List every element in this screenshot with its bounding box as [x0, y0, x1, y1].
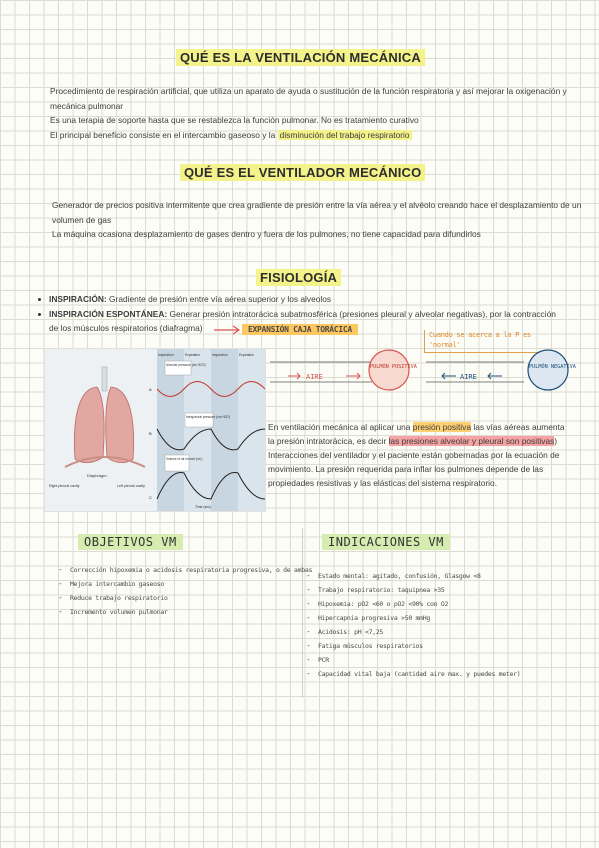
section1-highlight: disminución del trabajo respiratorio: [279, 129, 410, 140]
indicacion-item-8: - Capacidad vital baja (cantidad aire max. y puedes meter): [306, 670, 576, 684]
expansion-label: EXPANSIÓN CAJA TORÁCICA: [242, 324, 358, 335]
indicaciones-title: INDICACIONES VM: [322, 534, 450, 550]
vent-prefix: En ventilación mecánica al aplicar una: [268, 422, 413, 432]
bullet-inspiracion: [38, 292, 578, 307]
bullet-inspiracion-espontanea: [38, 307, 578, 322]
pressure-flow-diagram: [262, 348, 592, 396]
objetivos-title: OBJETIVOS VM: [78, 534, 183, 550]
section1-line-4: [50, 128, 580, 143]
volume-label: Volume of air moved (mL): [166, 457, 203, 461]
bullet-dot-icon: [38, 313, 41, 316]
esp-label: INSPIRACIÓN ESPONTÁNEA:: [49, 308, 168, 319]
header-label-2: Expiration: [185, 353, 201, 357]
vent-line-1: [268, 420, 590, 434]
alveolar-label: Alveolar pressure (cm H2O): [166, 363, 206, 367]
aire-left-label: AIRE: [306, 373, 323, 381]
indicaciones-list: [306, 572, 576, 684]
header-label-3: Inspiration: [212, 353, 228, 357]
time-label: Time (sec): [195, 505, 211, 509]
indicacion-item-4: - Hipercapnia progresiva >50 mmHg: [306, 614, 576, 628]
insp-text: Gradiente de presión entre vía aérea superior y los alveolos: [106, 294, 332, 304]
section2-line-1: Generador de precios positiva intermitente que crea gradiente de presión entre la vía aérea y el alvéolo creando hace el desplazamiento de un: [52, 200, 582, 210]
section3-title-text: FISIOLOGÍA: [256, 269, 341, 286]
objetivo-item-1: - Corrección hipoxemia o acidosis respiratoria progresiva, o de ambas: [58, 566, 294, 580]
section2-body: [52, 198, 582, 242]
section2-title: [180, 165, 425, 180]
vent-line-4: movimiento. La presión requerida para inflar los pulmones depende de las: [268, 464, 544, 474]
bullet-dot-icon: [38, 298, 41, 301]
pulmon-negativa-label: PULMÓN NEGATIVA: [529, 364, 576, 370]
indicacion-item-1: - Estado mental: agitado, confusión, Glasgow <8: [306, 572, 576, 586]
intrapleural-label: Intrapleural pressure (cm H2O): [186, 415, 230, 419]
diaphragm-label: Diaphragm: [87, 473, 107, 478]
vent-line2-prefix: la presión intratorácica, es decir: [268, 436, 389, 446]
pulmon-positiva-circle: [369, 350, 409, 390]
indicacion-item-6: - Fatiga músculos respiratorios: [306, 642, 576, 656]
left-cavity-label: Left pleural cavity: [117, 484, 145, 488]
section1-title-text: QUÉ ES LA VENTILACIÓN MECÁNICA: [176, 49, 425, 66]
pressure-note: Cuando se acerca a la P es 'normal': [424, 330, 539, 353]
tick-a: A: [149, 387, 152, 392]
objetivos-list: [58, 566, 313, 622]
vent-line2-suffix: ): [554, 436, 558, 446]
header-label-4: Expiration: [239, 353, 255, 357]
tick-c: C: [149, 495, 152, 500]
pulmon-positiva-label: PULMÓN POSITIVA: [370, 364, 417, 370]
indicacion-item-3: - Hipoxemia: pO2 <60 o pO2 <90% con O2: [306, 600, 576, 614]
section1-line-1: Procedimiento de respiración artificial, que utiliza un aparato de ayuda o sustitución de la función respiratoria y así mejorar la oxigenación y: [50, 86, 567, 96]
section1-line-3: Es una terapia de soporte hasta que se restablezca la función pulmonar. No es tratamiento curativo: [50, 115, 419, 125]
section1-line-4-prefix: El principal beneficio consiste en el intercambio gaseoso y la: [50, 129, 278, 140]
column-divider: [302, 528, 303, 698]
vent-highlight-2: las presiones alveolar y pleural son positivas: [388, 436, 555, 446]
insp-label: INSPIRACIÓN:: [49, 294, 107, 304]
physiology-figure: [44, 348, 266, 512]
section1-body: [50, 84, 580, 142]
esp-text: Generar presión intratorácica subatmosférica (presiones pleural y alveolar negativas), por la contracción: [167, 308, 556, 319]
right-cavity-label: Right pleural cavity: [49, 484, 80, 488]
objetivo-item-4: - Incremento volumen pulmonar: [58, 608, 294, 622]
section2-line-2: volumen de gas: [52, 214, 112, 225]
tick-b: B: [149, 431, 152, 436]
ventilation-paragraph: [268, 420, 590, 490]
section2-line-3: La máquina ocasiona desplazamiento de gases dentro y fuera de los pulmones, no tiene capacidad para difundirlos: [52, 229, 481, 239]
vent-mid: las vías aéreas aumenta: [471, 422, 565, 432]
aire-right-label: AIRE: [460, 373, 477, 381]
indicacion-item-2: - Trabajo respiratorio: taquipnea >35: [306, 586, 576, 600]
objetivo-item-3: - Reduce trabajo respiratorio: [58, 594, 294, 608]
expansion-arrow-icon: [212, 324, 242, 336]
esp-text-2: de los músculos respiratorios (diafragma): [49, 323, 203, 333]
section1-title: [176, 50, 425, 65]
indicacion-item-7: - PCR: [306, 656, 576, 670]
section2-title-text: QUÉ ES EL VENTILADOR MECÁNICO: [180, 164, 425, 181]
vent-line-2: [268, 434, 590, 448]
vent-line-5: propiedades resistivas y las elásticas del sistema respiratorio.: [268, 478, 498, 488]
arrow-right-icon: [288, 373, 360, 379]
indicacion-item-5: - Acidosis: pH <7,25: [306, 628, 576, 642]
section3-title: [256, 270, 341, 285]
pulmon-negativa-circle: [528, 350, 568, 390]
lung-diagram-svg: [45, 349, 265, 511]
header-label-1: Inspiration: [158, 353, 174, 357]
vent-highlight-1: presión positiva: [412, 422, 471, 432]
objetivo-item-2: - Mejora intercambio gaseoso: [58, 580, 294, 594]
section1-line-2: mecánica pulmonar: [50, 100, 124, 111]
vent-line-3: Interacciones del ventilador y el paciente están gobernadas por la ecuación de: [268, 450, 560, 460]
